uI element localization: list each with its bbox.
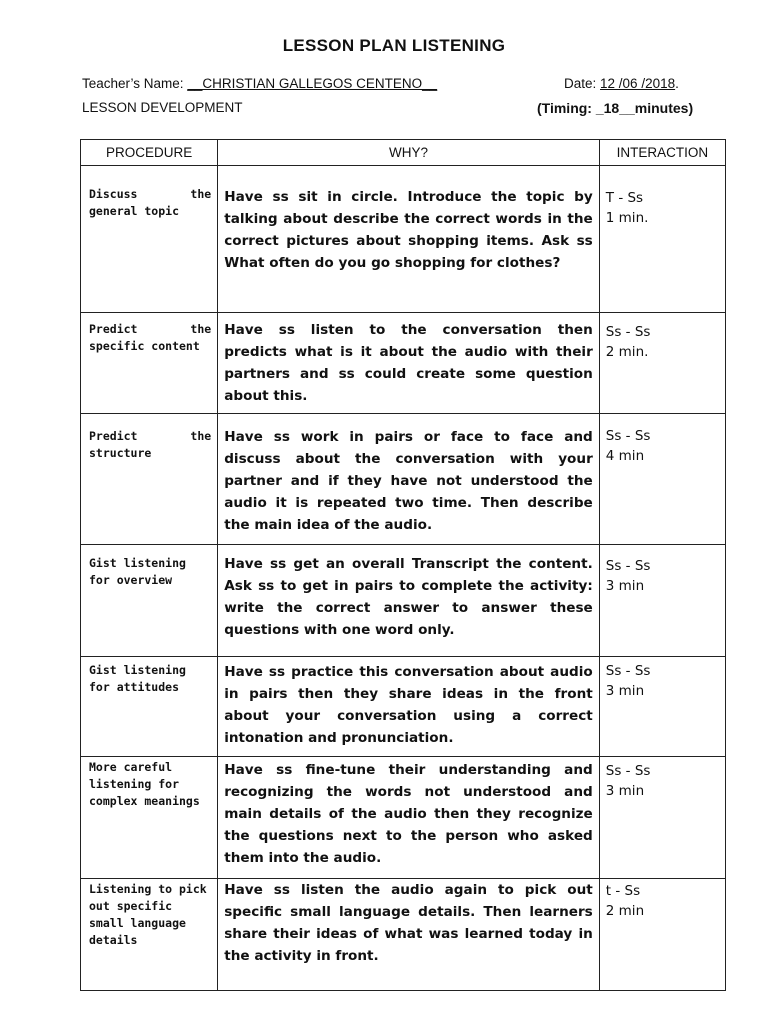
procedure-cell: Listening to pick out specific small language details <box>81 879 218 991</box>
teacher-label: Teacher’s Name: <box>82 76 188 91</box>
interaction-value: T - Ss <box>605 190 644 206</box>
date-label: Date: <box>564 76 601 91</box>
interaction-time: 3 min <box>605 683 645 699</box>
header-procedure: PROCEDURE <box>81 140 218 166</box>
why-cell: Have ss fine-tune their understanding and recognizing the words not understood and main details of the audio then they recognize the questions next to the person who asked them into the audio. <box>218 757 600 879</box>
interaction-time: 2 min. <box>605 344 649 360</box>
interaction-cell <box>599 757 725 879</box>
date-line <box>564 76 679 91</box>
section-heading: LESSON DEVELOPMENT <box>82 100 243 115</box>
interaction-cell <box>599 313 725 414</box>
table-row <box>81 545 726 657</box>
interaction-cell <box>599 166 725 313</box>
interaction-time: 4 min <box>605 448 645 464</box>
interaction-cell <box>599 879 725 991</box>
date-value: 12 /06 /2018 <box>600 76 676 91</box>
table-row <box>81 879 726 991</box>
interaction-cell <box>599 414 725 545</box>
lesson-plan-table <box>80 139 726 991</box>
teacher-name: __CHRISTIAN GALLEGOS CENTENO__ <box>187 76 438 91</box>
why-cell: Have ss sit in circle. Introduce the topic by talking about describe the correct words in the correct pictures about shopping items. Ask ss What often do you go shopping for clothes? <box>218 166 600 313</box>
procedure-cell: Discuss the general topic <box>81 166 218 313</box>
table-header-row <box>81 140 726 166</box>
table-row <box>81 757 726 879</box>
interaction-time: 2 min <box>605 903 645 919</box>
table-row <box>81 657 726 757</box>
procedure-cell: More careful listening for complex meanings <box>81 757 218 879</box>
procedure-cell: Gist listening for attitudes <box>81 657 218 757</box>
table-row <box>81 414 726 545</box>
why-cell: Have ss get an overall Transcript the content. Ask ss to get in pairs to complete the activity: write the correct answer to answer these questions with one word only. <box>218 545 600 657</box>
why-cell: Have ss work in pairs or face to face and discuss about the conversation with your partner and if they have not understood the audio it is repeated two time. Then describe the main idea of the audio. <box>218 414 600 545</box>
table-row <box>81 166 726 313</box>
why-cell: Have ss listen the audio again to pick out specific small language details. Then learners share their ideas of what was learned today in the activity in front. <box>218 879 600 991</box>
header-why: WHY? <box>218 140 600 166</box>
interaction-cell <box>599 657 725 757</box>
header-interaction: INTERACTION <box>599 140 725 166</box>
interaction-value: Ss - Ss <box>605 558 651 574</box>
date-suffix: . <box>675 76 679 91</box>
table-row <box>81 313 726 414</box>
interaction-value: Ss - Ss <box>605 428 651 444</box>
interaction-time: 3 min <box>605 578 645 594</box>
timing: (Timing: _18__minutes) <box>537 100 694 116</box>
interaction-cell <box>599 545 725 657</box>
interaction-value: Ss - Ss <box>605 663 651 679</box>
procedure-cell: Predict the specific content <box>81 313 218 414</box>
interaction-time: 1 min. <box>605 210 649 226</box>
interaction-value: Ss - Ss <box>605 763 651 779</box>
procedure-cell: Predict the structure <box>81 414 218 545</box>
page-title: LESSON PLAN LISTENING <box>282 36 506 55</box>
interaction-value: Ss - Ss <box>605 324 651 340</box>
interaction-value: t - Ss <box>605 883 641 899</box>
why-cell: Have ss listen to the conversation then predicts what is it about the audio with their partners and ss could create some question about this. <box>218 313 600 414</box>
interaction-time: 3 min <box>605 783 645 799</box>
procedure-cell: Gist listening for overview <box>81 545 218 657</box>
teacher-line <box>82 76 437 91</box>
why-cell: Have ss practice this conversation about audio in pairs then they share ideas in the front about your conversation using a correct intonation and pronunciation. <box>218 657 600 757</box>
